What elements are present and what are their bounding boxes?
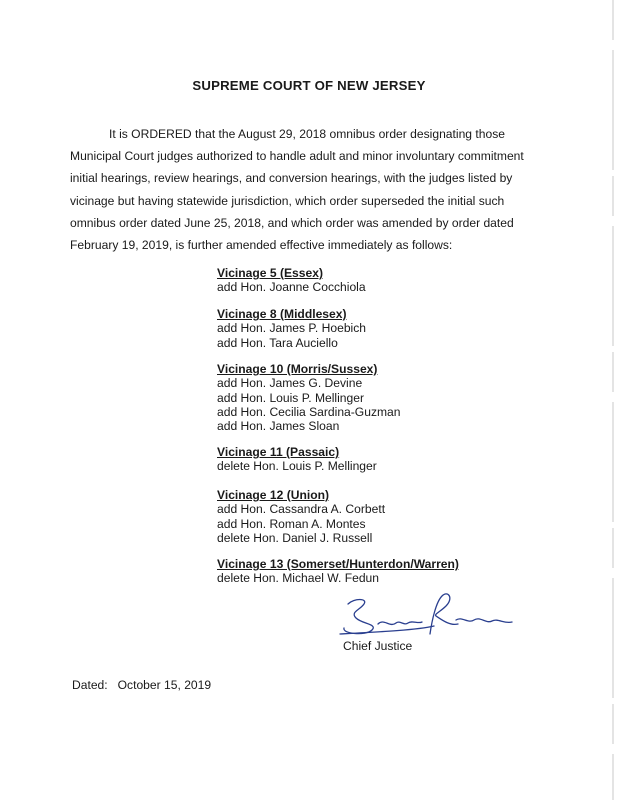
vicinage-entry: add Hon. Joanne Cocchiola: [217, 280, 366, 295]
vicinage-block: [217, 266, 366, 295]
vicinage-block: [217, 445, 377, 474]
vicinage-block: [217, 488, 385, 545]
vicinage-entry: add Hon. James G. Devine: [217, 376, 363, 391]
vicinage-entry: delete Hon. Michael W. Fedun: [217, 571, 380, 586]
scan-edge-line: [612, 0, 614, 800]
vicinage-heading: Vicinage 12 (Union): [217, 488, 330, 502]
court-title: SUPREME COURT OF NEW JERSEY: [192, 78, 426, 93]
vicinage-heading: Vicinage 13 (Somerset/Hunterdon/Warren): [217, 557, 459, 571]
vicinage-entry: add Hon. Cassandra A. Corbett: [217, 502, 386, 517]
vicinage-block: [217, 307, 366, 350]
vicinage-entry: add Hon. Cecilia Sardina-Guzman: [217, 404, 401, 419]
vicinage-entry: add Hon. Tara Auciello: [217, 335, 338, 350]
vicinage-heading: Vicinage 11 (Passaic): [217, 445, 340, 459]
vicinage-heading: Vicinage 5 (Essex): [217, 266, 323, 280]
dated-label: Dated:: [72, 678, 108, 692]
vicinage-heading: Vicinage 8 (Middlesex): [217, 307, 347, 321]
vicinage-block: [217, 362, 401, 433]
dated-line: [72, 678, 211, 692]
dated-value: October 15, 2019: [117, 678, 212, 692]
order-text: It is ORDERED that the August 29, 2018 omnibus order designating those Municipal Court judges authorized to handle adult and minor involuntary commitment initial hearings, review hearings, and conversion hearings, with the judges listed by vicinage but having statewide jurisdiction, which order superseded the initial such omnibus order dated June 25, 2018, and which order was amended by order dated February 19, 2019, is further amended effective immediately as follows:: [70, 127, 524, 253]
signature-image: [338, 590, 518, 638]
order-paragraph: [70, 123, 550, 256]
vicinage-entry: add Hon. James P. Hoebich: [217, 321, 367, 336]
vicinage-entry: add Hon. Roman A. Montes: [217, 516, 366, 531]
vicinage-entry: delete Hon. Daniel J. Russell: [217, 530, 373, 545]
vicinage-block: [217, 557, 459, 586]
vicinage-heading: Vicinage 10 (Morris/Sussex): [217, 362, 378, 376]
chief-justice-title: Chief Justice: [343, 639, 413, 653]
vicinage-entry: delete Hon. Louis P. Mellinger: [217, 459, 377, 474]
vicinage-entry: add Hon. James Sloan: [217, 419, 340, 434]
vicinage-entry: add Hon. Louis P. Mellinger: [217, 390, 365, 405]
